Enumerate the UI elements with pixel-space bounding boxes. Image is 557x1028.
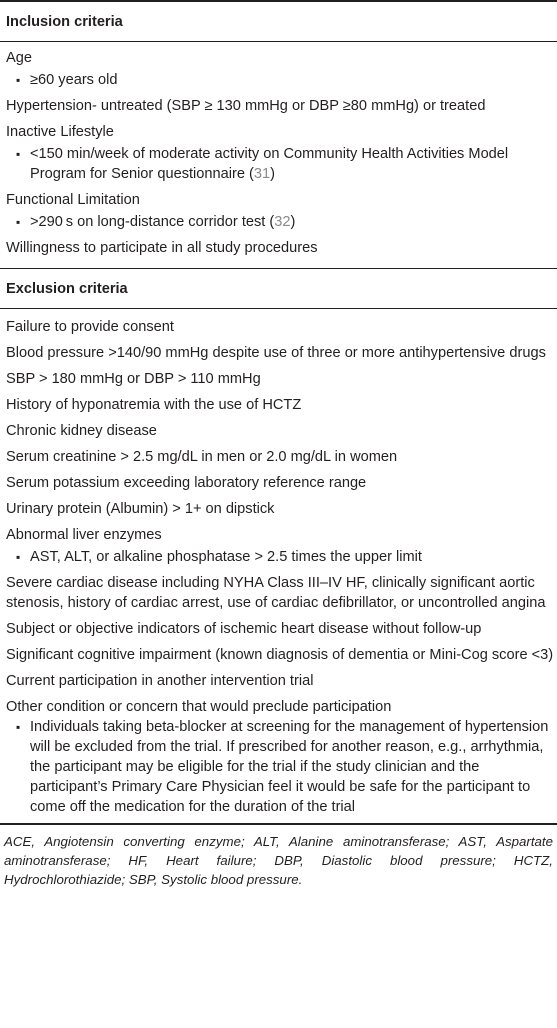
- exclusion-item: History of hyponatremia with the use of HCTZ: [6, 397, 302, 413]
- inactive-sub-text: <150 min/week of moderate activity on Community Health Activities Model Program for Senior questionnaire (: [30, 146, 509, 182]
- exclusion-item: Abnormal liver enzymes: [6, 527, 162, 543]
- bullet-icon: ▪: [16, 550, 21, 564]
- exclusion-item: Other condition or concern that would preclude participation: [6, 699, 392, 715]
- exclusion-item: Severe cardiac disease including NYHA Class III–IV HF, clinically significant aortic stenosis, history of cardiac arrest, use of cardiac defibrillator, or uncontrolled angina: [6, 575, 546, 611]
- willingness-item: Willingness to participate in all study procedures: [6, 240, 318, 256]
- age-sub-text: ≥60 years old: [30, 72, 118, 88]
- hypertension-item: Hypertension- untreated (SBP ≥ 130 mmHg or DBP ≥80 mmHg) or treated: [6, 98, 486, 114]
- exclusion-item: Urinary protein (Albumin) > 1+ on dipstick: [6, 501, 275, 517]
- bullet-icon: ▪: [16, 215, 21, 229]
- exclusion-item: Subject or objective indicators of ischemic heart disease without follow-up: [6, 621, 482, 637]
- inactive-sub-close: ): [270, 166, 275, 182]
- exclusion-item: Chronic kidney disease: [6, 423, 157, 439]
- inactive-sub-item: [6, 144, 557, 184]
- inclusion-header: Inclusion criteria: [6, 14, 123, 30]
- liver-sub-item: [6, 547, 557, 567]
- exclusion-item: Current participation in another intervention trial: [6, 673, 314, 689]
- bullet-icon: ▪: [16, 73, 21, 87]
- other-sub-text: Individuals taking beta-blocker at screening for the management of hypertension will be excluded from the trial. If prescribed for another reason, e.g., arrhythmia, the participant may be eligible for the trial if the study clinician and the participant’s Primary Care Physician feel it would be safe for the participant to come off the medication for the duration of the trial: [30, 719, 549, 815]
- functional-sub-text: >290 s on long-distance corridor test (: [30, 214, 275, 230]
- other-sub-item: [6, 717, 557, 817]
- footnote: ACE, Angiotensin converting enzyme; ALT, Alanine aminotransferase; AST, Aspartate aminotransferase; HF, Heart failure; DBP, Diastolic blood pressure; HCTZ, Hydrochlorothiazide; SBP, Systolic blood pressure.: [4, 834, 553, 887]
- age-label: Age: [6, 50, 32, 66]
- exclusion-item: Serum potassium exceeding laboratory reference range: [6, 475, 367, 491]
- reference-link[interactable]: 32: [274, 214, 291, 230]
- inclusion-criteria-list: [0, 42, 557, 268]
- bullet-icon: ▪: [16, 720, 21, 734]
- functional-sub-close: ): [290, 214, 296, 230]
- exclusion-item: Serum creatinine > 2.5 mg/dL in men or 2.0 mg/dL in women: [6, 449, 398, 465]
- functional-sub-item: [6, 212, 557, 232]
- inactive-label: Inactive Lifestyle: [6, 124, 114, 140]
- functional-label: Functional Limitation: [6, 192, 140, 208]
- exclusion-header: Exclusion criteria: [6, 281, 128, 297]
- liver-sub-text: AST, ALT, or alkaline phosphatase > 2.5 times the upper limit: [30, 549, 422, 565]
- exclusion-criteria-list: [0, 309, 557, 823]
- age-sub-item: [6, 70, 557, 90]
- exclusion-item: Failure to provide consent: [6, 319, 174, 335]
- exclusion-item: SBP > 180 mmHg or DBP > 110 mmHg: [6, 371, 261, 387]
- reference-link[interactable]: 31: [253, 166, 271, 182]
- bullet-icon: ▪: [16, 147, 21, 161]
- exclusion-item: Blood pressure >140/90 mmHg despite use of three or more antihypertensive drugs: [6, 345, 546, 361]
- exclusion-item: Significant cognitive impairment (known diagnosis of dementia or Mini-Cog score <3): [6, 647, 554, 663]
